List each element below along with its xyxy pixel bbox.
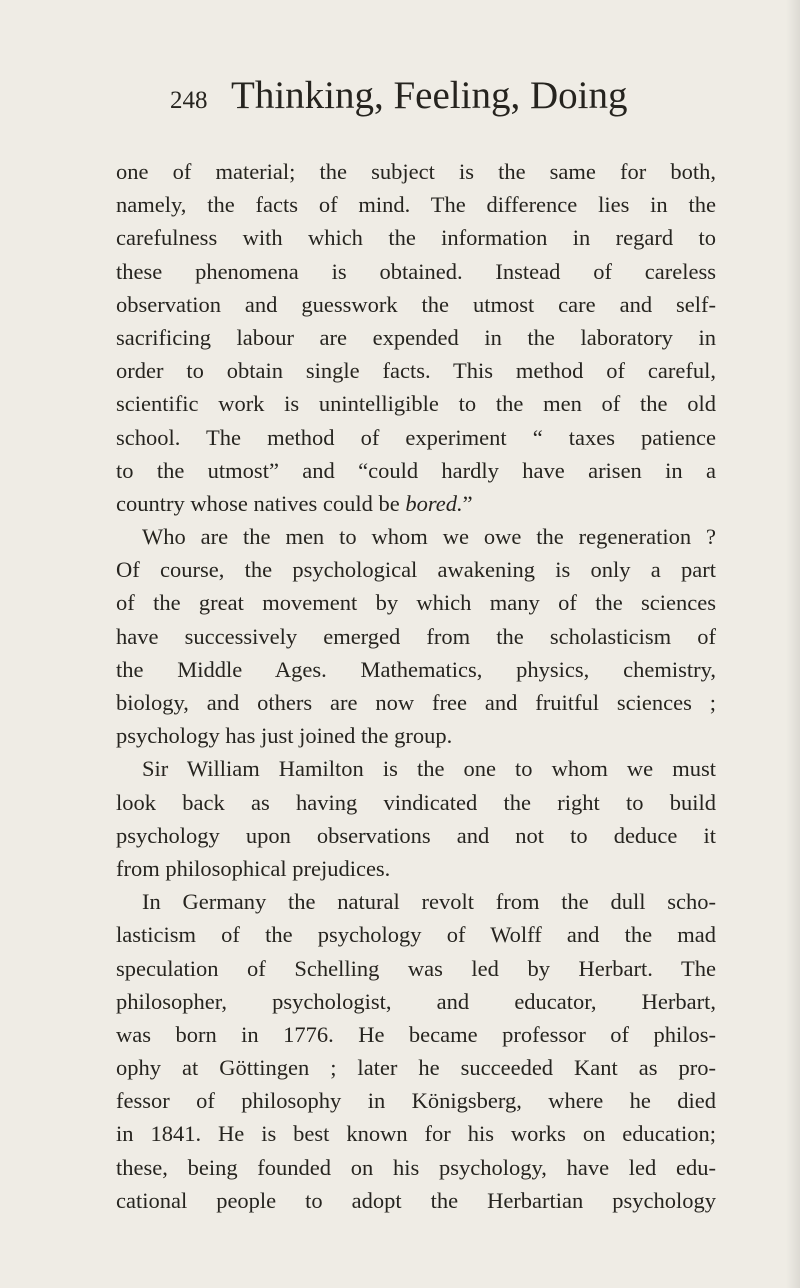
text-line: from philosophical prejudices. xyxy=(116,855,391,881)
text-run: country whose natives could be xyxy=(116,490,406,516)
text-line: Of course, the psychological awakening is only a part xyxy=(116,557,716,583)
text-line: Sir William Hamilton is the one to whom we must xyxy=(142,756,716,782)
text-line: cational people to adopt the Herbartian psychology xyxy=(116,1187,716,1213)
text-line: in 1841. He is best known for his works on education; xyxy=(116,1121,716,1147)
italic-word: bored. xyxy=(405,490,463,516)
text-line: of the great movement by which many of the sciences xyxy=(116,590,716,616)
page-edge-shadow xyxy=(786,0,800,1288)
text-line: these, being founded on his psychology, have led edu- xyxy=(116,1154,716,1180)
text-line: observation and guesswork the utmost care and self- xyxy=(116,291,716,317)
text-run: ” xyxy=(462,490,473,516)
page-header xyxy=(170,72,690,122)
text-line: have successively emerged from the scholasticism of xyxy=(116,623,716,649)
text-line: the Middle Ages. Mathematics, physics, chemistry, xyxy=(116,656,716,682)
text-line: psychology upon observations and not to deduce it xyxy=(116,822,716,848)
text-line: school. The method of experiment “ taxes patience xyxy=(116,424,716,450)
text-line: scientific work is unintelligible to the men of the old xyxy=(116,391,716,417)
text-line: speculation of Schelling was led by Herbart. The xyxy=(116,955,716,981)
text-line: psychology has just joined the group. xyxy=(116,723,453,749)
text-line: order to obtain single facts. This method of careful, xyxy=(116,358,716,384)
text-line: fessor of philosophy in Königsberg, where he died xyxy=(116,1088,716,1114)
paragraph-3 xyxy=(116,752,716,885)
text-line: sacrificing labour are expended in the laboratory in xyxy=(116,324,716,350)
text-line: biology, and others are now free and fruitful sciences ; xyxy=(116,690,716,715)
paragraph-1 xyxy=(116,155,716,520)
text-line: Who are the men to whom we owe the regeneration ? xyxy=(142,524,716,550)
paragraph-2 xyxy=(116,520,716,752)
running-title: Thinking, Feeling, Doing xyxy=(231,74,628,117)
text-line: philosopher, psychologist, and educator, Herbart, xyxy=(116,988,716,1014)
text-line: carefulness with which the information in regard to xyxy=(116,225,716,251)
text-line: look back as having vindicated the right to build xyxy=(116,789,716,815)
text-line: ophy at Göttingen ; later he succeeded Kant as pro- xyxy=(116,1055,716,1081)
text-line: these phenomena is obtained. Instead of careless xyxy=(116,258,716,284)
text-line: namely, the facts of mind. The difference lies in the xyxy=(116,192,716,218)
text-line: one of material; the subject is the same for both, xyxy=(116,159,716,184)
page-number: 248 xyxy=(170,87,208,114)
text-line-last xyxy=(116,487,716,520)
text-line: lasticism of the psychology of Wolff and the mad xyxy=(116,922,716,948)
body-text xyxy=(116,155,716,1217)
text-line: was born in 1776. He became professor of philos- xyxy=(116,1021,716,1047)
paragraph-4 xyxy=(116,885,716,1217)
text-line: In Germany the natural revolt from the dull scho- xyxy=(142,889,716,915)
text-line: to the utmost” and “could hardly have arisen in a xyxy=(116,457,716,483)
